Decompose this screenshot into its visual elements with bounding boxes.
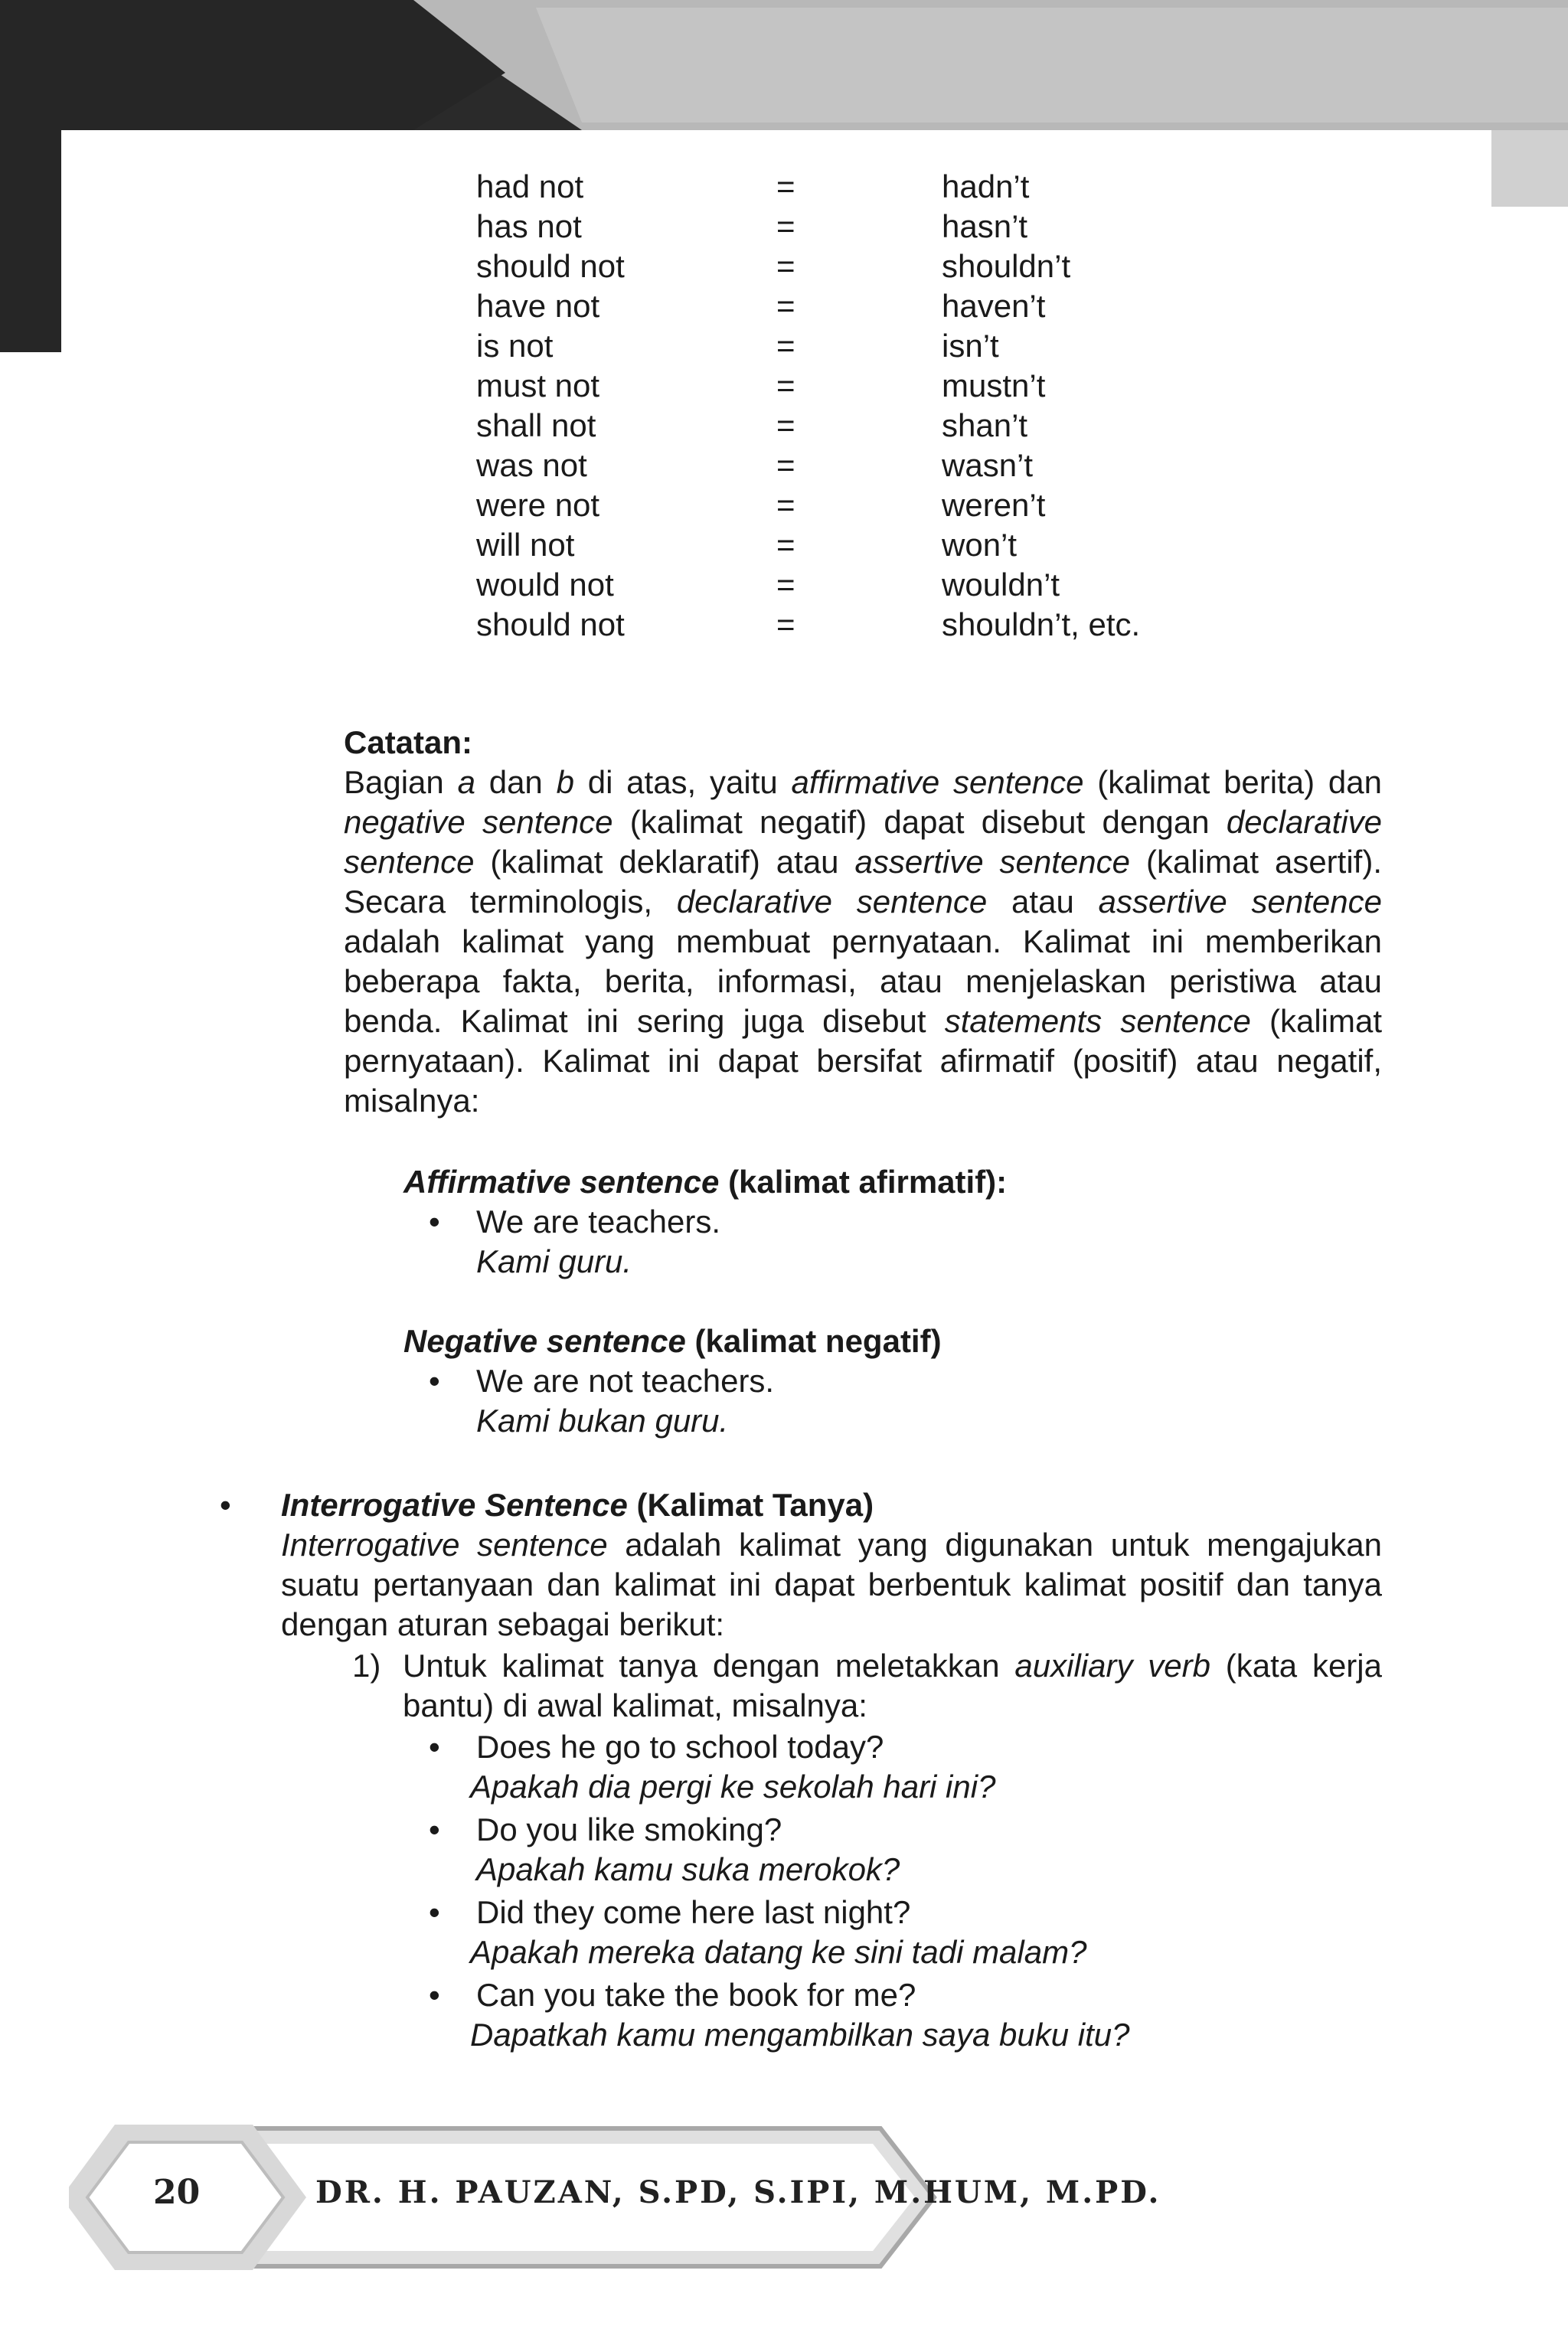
table-row (476, 525, 1140, 565)
contraction-short: wouldn’t (942, 567, 1060, 603)
table-row (476, 406, 1140, 446)
contraction-full: have not (476, 288, 600, 324)
contraction-short: shouldn’t, etc. (942, 606, 1141, 642)
contraction-short: shan’t (942, 407, 1028, 443)
list-item (429, 1727, 996, 1807)
equals-sign: = (776, 368, 795, 403)
list-item (429, 1975, 1130, 2055)
example-question: Does he go to school today? (476, 1729, 884, 1765)
example-translation: Apakah dia pergi ke sekolah hari ini? (470, 1769, 996, 1805)
table-row (476, 326, 1140, 366)
equals-sign: = (776, 447, 795, 483)
contraction-full: should not (476, 248, 625, 284)
contraction-full: must not (476, 368, 600, 403)
table-row (476, 605, 1140, 645)
bullet-icon: • (429, 1894, 440, 1930)
bullet-icon: • (429, 1204, 440, 1240)
table-row (476, 247, 1140, 286)
bullet-icon: • (429, 1811, 440, 1847)
contraction-full: is not (476, 328, 554, 364)
interrogative-section (220, 1485, 1383, 1645)
bullet-icon: • (429, 1363, 440, 1399)
equals-sign: = (776, 407, 795, 443)
example-translation: Apakah mereka datang ke sini tadi malam? (470, 1934, 1087, 1970)
equals-sign: = (776, 606, 795, 642)
list-item (429, 1810, 900, 1890)
contraction-full: would not (476, 567, 614, 603)
bullet-icon: • (220, 1487, 231, 1523)
example-question: Do you like smoking? (476, 1811, 782, 1847)
contraction-full: shall not (476, 407, 596, 443)
interrogative-paragraph: Interrogative sentence adalah kalimat yang digunakan untuk mengajukan suatu pertanyaan dan kalimat ini dapat berbentuk kalimat positif dan tanya dengan aturan sebagai berikut: (281, 1527, 1383, 1642)
affirmative-heading: Affirmative sentence (kalimat afirmatif): (403, 1164, 1008, 1200)
example-translation: Apakah kamu suka merokok? (476, 1851, 900, 1887)
table-row (476, 366, 1140, 406)
example-translation: Dapatkah kamu mengambilkan saya buku itu? (470, 2017, 1130, 2053)
contraction-full: was not (476, 447, 587, 483)
equals-sign: = (776, 328, 795, 364)
contraction-short: weren’t (942, 487, 1046, 523)
example-question: Did they come here last night? (476, 1894, 911, 1930)
contraction-short: isn’t (942, 328, 999, 364)
contraction-short: wasn’t (942, 447, 1034, 483)
bullet-icon: • (429, 1977, 440, 2013)
contraction-short: hasn’t (942, 208, 1028, 244)
note-section (344, 723, 1382, 1121)
page-number: 20 (153, 2173, 201, 2212)
contraction-full: has not (476, 208, 582, 244)
equals-sign: = (776, 567, 795, 603)
note-paragraph: Bagian a dan b di atas, yaitu affirmative sentence (kalimat berita) dan negative sentence (kalimat negatif) dapat disebut dengan declarative sentence (kalimat deklaratif) atau assertive sentence (kalimat asertif). Secara terminologis, declarative sentence atau assertive sentence adalah kalimat yang membuat pernyataan. Kalimat ini memberikan beberapa fakta, berita, informasi, atau menjelaskan peristiwa atau benda. Kalimat ini sering juga disebut statements sentence (kalimat pernyataan). Kalimat ini dapat bersifat afirmatif (positif) atau negatif, misalnya: (344, 764, 1382, 1119)
contraction-full: had not (476, 168, 584, 204)
equals-sign: = (776, 168, 795, 204)
bullet-icon: • (429, 1729, 440, 1765)
contraction-list (476, 167, 1140, 645)
note-title: Catatan: (344, 724, 473, 760)
contraction-short: hadn’t (942, 168, 1030, 204)
contraction-short: shouldn’t (942, 248, 1071, 284)
contraction-short: mustn’t (942, 368, 1046, 403)
list-item: • We are teachers. Kami guru. (429, 1204, 721, 1279)
list-item: • We are not teachers. Kami bukan guru. (429, 1363, 775, 1439)
contraction-full: will not (476, 527, 575, 563)
contraction-short: haven’t (942, 288, 1046, 324)
table-row (476, 207, 1140, 247)
equals-sign: = (776, 208, 795, 244)
interrogative-title: Interrogative Sentence (Kalimat Tanya) (281, 1487, 874, 1523)
equals-sign: = (776, 527, 795, 563)
table-row (476, 446, 1140, 485)
contraction-full: should not (476, 606, 625, 642)
negative-heading: Negative sentence (kalimat negatif) (403, 1323, 942, 1359)
contraction-full: were not (476, 487, 600, 523)
table-row (476, 286, 1140, 326)
equals-sign: = (776, 487, 795, 523)
table-row (476, 485, 1140, 525)
table-row (476, 565, 1140, 605)
equals-sign: = (776, 288, 795, 324)
example-question: Can you take the book for me? (476, 1977, 916, 2013)
author-name: DR. H. PAUZAN, S.PD, S.IPI, M.HUM, M.PD. (315, 2174, 1161, 2210)
table-row (476, 167, 1140, 207)
numbered-step: 1) Untuk kalimat tanya dengan meletakkan auxiliary verb (kata kerja bantu) di awal kalimat, misalnya: (352, 1648, 1382, 1723)
list-item (429, 1893, 1087, 1972)
contraction-short: won’t (942, 527, 1018, 563)
equals-sign: = (776, 248, 795, 284)
